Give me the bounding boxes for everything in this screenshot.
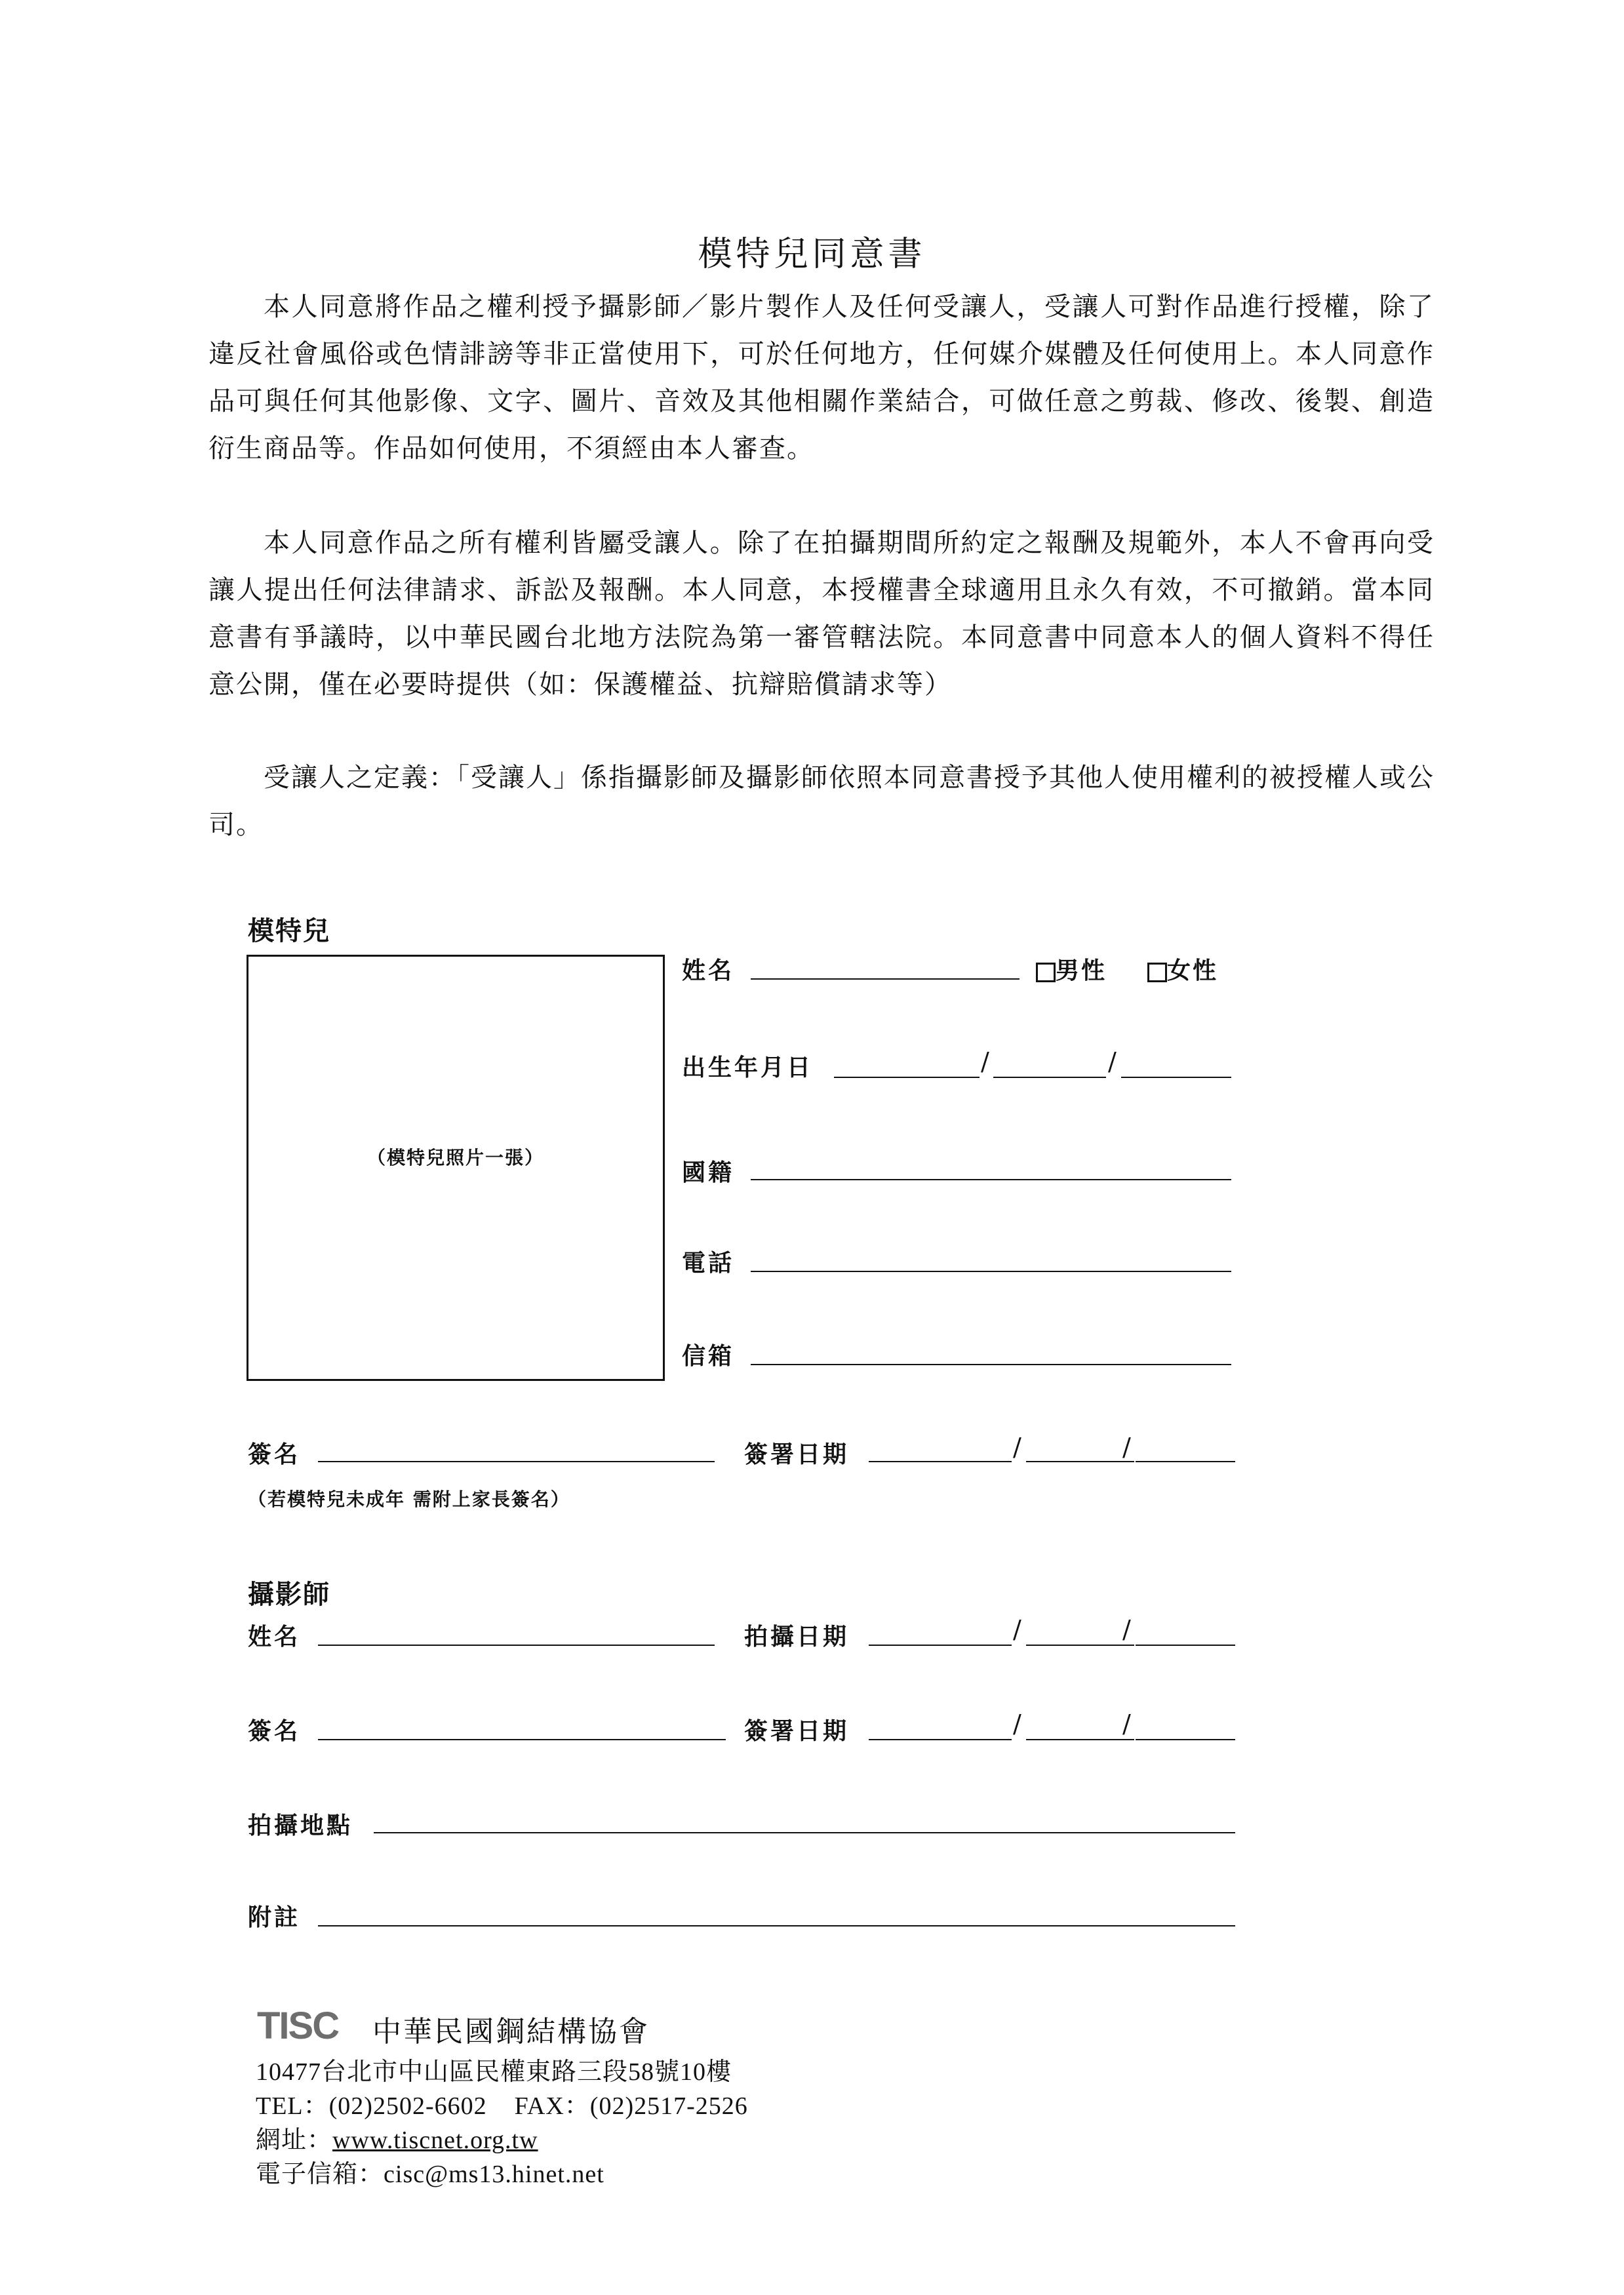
photographer-name-label: 姓名 xyxy=(248,1623,301,1650)
model-nationality-label: 國籍 xyxy=(682,1159,735,1186)
shoot-date-label: 拍攝日期 xyxy=(744,1623,850,1650)
gender-female-checkbox[interactable] xyxy=(1147,963,1167,982)
paragraph-3 xyxy=(208,754,1435,848)
photographer-sign-separator-2: / xyxy=(1122,1709,1131,1738)
model-birthdate-label: 出生年月日 xyxy=(682,1054,814,1081)
paragraph-2-text: 本人同意作品之所有權利皆屬受讓人。除了在拍攝期間所約定之報酬及規範外，本人不會再向受讓人提出任何法律請求、訴訟及報酬。本人同意，本授權書全球適用且永久有效，不可撤銷。當本同意書有爭議時，以中華民國台北地方法院為第一審管轄法院。本同意書中同意本人的個人資料不得任意公開，僅在必要時提供（如：保護權益、抗辯賠償請求等） xyxy=(208,528,1435,700)
gender-male-option[interactable] xyxy=(1036,952,1107,986)
footer-email-label: 電子信箱： xyxy=(256,2161,384,2188)
birth-day-field[interactable] xyxy=(1121,1077,1231,1078)
nationality-field[interactable] xyxy=(751,1179,1231,1180)
footer-website-label: 網址： xyxy=(256,2126,333,2154)
model-sign-day-field[interactable] xyxy=(1136,1461,1235,1462)
photographer-sign-separator-1: / xyxy=(1013,1709,1021,1738)
photographer-sign-day-field[interactable] xyxy=(1136,1739,1235,1740)
model-section-heading: 模特兒 xyxy=(248,915,330,946)
tisc-logo: TISC xyxy=(257,2005,339,2047)
birth-year-field[interactable] xyxy=(834,1077,980,1078)
photographer-signature-field[interactable] xyxy=(318,1739,726,1740)
page-title: 模特兒同意書 xyxy=(698,235,926,274)
paragraph-1-text: 本人同意將作品之權利授予攝影師／影片製作人及任何受讓人，受讓人可對作品進行授權，除了違反社會風俗或色情誹謗等非正當使用下，可於任何地方，任何媒介媒體及任何使用上。本人同意作品可與任何其他影像、文字、圖片、音效及其他相關作業結合，可做任意之剪裁、修改、後製、創造衍生商品等。作品如何使用，不須經由本人審查。 xyxy=(208,292,1435,464)
photographer-sign-year-field[interactable] xyxy=(869,1739,1012,1740)
footer-email-line xyxy=(256,2153,604,2189)
gender-female-label: 女性 xyxy=(1167,957,1219,984)
birth-month-field[interactable] xyxy=(993,1077,1106,1078)
model-email-label: 信箱 xyxy=(682,1342,735,1370)
model-name-field[interactable] xyxy=(751,978,1020,980)
email-field[interactable] xyxy=(751,1364,1231,1365)
shoot-location-label: 拍攝地點 xyxy=(248,1812,353,1839)
shoot-separator-2: / xyxy=(1122,1615,1131,1644)
model-sign-date-label: 簽署日期 xyxy=(744,1441,850,1468)
model-sign-month-field[interactable] xyxy=(1026,1461,1134,1462)
remarks-field[interactable] xyxy=(318,1925,1235,1926)
birth-separator-2: / xyxy=(1108,1047,1117,1076)
photographer-sign-month-field[interactable] xyxy=(1026,1739,1134,1740)
model-name-label: 姓名 xyxy=(682,957,735,984)
model-sign-year-field[interactable] xyxy=(869,1461,1012,1462)
organization-name: 中華民國鋼結構協會 xyxy=(372,2016,650,2048)
paragraph-2 xyxy=(208,519,1435,708)
gender-male-checkbox[interactable] xyxy=(1036,963,1056,982)
shoot-year-field[interactable] xyxy=(869,1645,1012,1646)
photographer-sign-date-label: 簽署日期 xyxy=(744,1717,850,1745)
paragraph-3-text: 受讓人之定義：「受讓人」係指攝影師及攝影師依照本同意書授予其他人使用權利的被授權人或公司。 xyxy=(208,763,1435,840)
photographer-signature-label: 簽名 xyxy=(248,1717,301,1745)
shoot-separator-1: / xyxy=(1013,1615,1021,1644)
gender-female-option[interactable] xyxy=(1147,952,1218,986)
footer-email[interactable]: cisc@ms13.hinet.net xyxy=(384,2161,604,2188)
shoot-day-field[interactable] xyxy=(1136,1645,1235,1646)
minor-note: （若模特兒未成年 需附上家長簽名） xyxy=(248,1488,570,1510)
photographer-name-field[interactable] xyxy=(318,1645,715,1646)
paragraph-1 xyxy=(208,283,1435,472)
model-signature-field[interactable] xyxy=(318,1461,715,1462)
remarks-label: 附註 xyxy=(248,1904,301,1931)
birth-separator-1: / xyxy=(981,1047,989,1076)
model-photo-placeholder: （模特兒照片一張） xyxy=(366,1147,544,1168)
shoot-location-field[interactable] xyxy=(374,1832,1235,1833)
footer-website-line xyxy=(256,2119,538,2155)
model-sign-separator-2: / xyxy=(1122,1433,1131,1462)
footer-website-link[interactable]: www.tiscnet.org.tw xyxy=(332,2126,538,2154)
footer-address: 10477台北市中山區民權東路三段58號10樓 xyxy=(256,2058,732,2086)
phone-field[interactable] xyxy=(751,1271,1231,1272)
shoot-month-field[interactable] xyxy=(1026,1645,1134,1646)
model-signature-label: 簽名 xyxy=(248,1441,301,1468)
footer-phone-fax: TEL：(02)2502-6602 FAX：(02)2517-2526 xyxy=(256,2092,748,2120)
photographer-section-heading: 攝影師 xyxy=(248,1579,330,1610)
model-phone-label: 電話 xyxy=(682,1249,735,1277)
model-sign-separator-1: / xyxy=(1013,1433,1021,1462)
gender-male-label: 男性 xyxy=(1056,957,1107,984)
